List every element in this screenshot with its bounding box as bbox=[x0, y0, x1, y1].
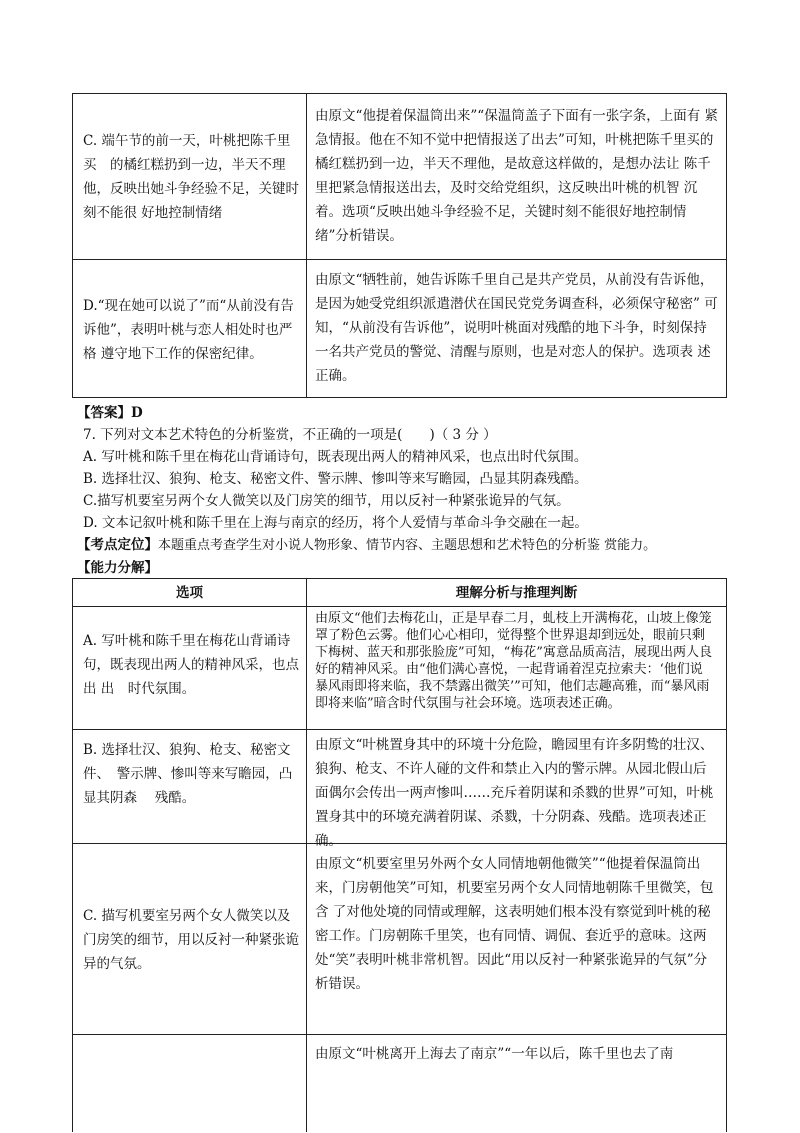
header-option: 选项 bbox=[176, 585, 203, 601]
table-header-row bbox=[73, 579, 726, 607]
table-row bbox=[73, 260, 726, 399]
option-cell bbox=[73, 1035, 306, 1071]
analysis-cell bbox=[307, 1042, 726, 1066]
option-a: A. 写叶桃和陈千里在梅花山背诵诗句，既表现出两人的精神风采，也点出时代氛围。 bbox=[83, 449, 588, 465]
nengli-label: 【能力分解】 bbox=[77, 560, 158, 576]
option-text: C. 描写机要室另两个女人微笑以及门房笑的细节，用以反衬一种紧张诡异的气氛。 bbox=[83, 907, 299, 972]
answer-label: 【答案】 bbox=[77, 405, 131, 421]
analysis-text: 由原文“他提着保温筒出来”“保温筒盖子下面有一张字条，上面有 紧急情报。他在不知不觉中把情报送了出去”可知，叶桃把陈千里买的橘红糕扔到一边，半天不理他，是故意这样做的，是想办法让 陈千里把紧急情报送出去，及时交给党组织，这反映出叶桃的机智 沉着。选项“反映出她斗争经验不足，关键时刻不能很好地控制情 绪”分析错误。 bbox=[315, 108, 718, 244]
table-row bbox=[73, 730, 726, 849]
kaodian-label: 【考点定位】 bbox=[77, 537, 158, 553]
question-stem: 7. 下列对文本艺术特色的分析鉴赏，不正确的一项是( )（ 3 分 ） bbox=[83, 427, 497, 443]
analysis-text: 由原文“牺牲前，她告诉陈千里自己是共产党员，从前没有告诉他， 是因为她受党组织派遣潜伏在国民党党务调查科，必须保守秘密” 可知，“从前没有告诉他”，说明叶桃面对残酷的地下斗争，时刻保持一名共产党员的警觉、清醒与原则，也是对恋人的保护。选项表 述正确。 bbox=[315, 272, 718, 384]
analysis-cell bbox=[307, 852, 726, 996]
option-cell bbox=[73, 730, 306, 844]
analysis-text: 由原文“叶桃离开上海去了南京”“一年以后，陈千里也去了南 bbox=[315, 1046, 674, 1062]
analysis-cell bbox=[307, 104, 726, 248]
option-cell bbox=[73, 260, 306, 399]
analysis-cell bbox=[307, 268, 726, 388]
table-row bbox=[73, 844, 726, 1035]
analysis-table-2-continued bbox=[72, 729, 727, 1132]
option-text: A. 写叶桃和陈千里在梅花山背诵诗句，既表现出两人的精神风采，也点出 出 时代氛围。 bbox=[83, 633, 299, 697]
kaodian-line bbox=[77, 534, 737, 557]
answer-line bbox=[77, 402, 737, 424]
option-cell bbox=[73, 607, 306, 723]
analysis-text: 由原文“叶桃置身其中的环境十分危险，瞻园里有许多阴鸷的壮汉、狼狗、枪支、不许人碰的文件和禁止入内的警示牌。从园北假山后面偶尔会传出一两声惨叫……充斥着阴谋和杀戮的世界”可知，叶桃置身其中的环境充满着阴谋、杀戮，十分阴森、残酷。选项表述正确。 bbox=[315, 737, 714, 849]
option-cell bbox=[73, 94, 306, 260]
analysis-text: 由原文“他们去梅花山，正是早春二月，虬枝上开满梅花，山坡上像笼罩了粉色云雾。他们心心相印，觉得整个世界退却到远处，眼前只剩 下梅树、蓝天和那张脸庞”可知，“梅花”寓意品质高洁，展现出两人良 好的精神风采。由“他们满心喜悦，一起背诵着涅克拉索夫：‘他们说 暴风雨即将来临，我不禁露出微笑’”可知，他们志趣高雅，而“暴风雨 即将来临”暗含时代氛围与社会环境。选项表述正确。 bbox=[315, 611, 732, 711]
option-c: C.描写机要室另两个女人微笑以及门房笑的细节，用以反衬一种紧张诡异的气氛。 bbox=[83, 493, 570, 509]
kaodian-text: 本题重点考查学生对小说人物形象、情节内容、主题思想和艺术特色的分析鉴 赏能力。 bbox=[158, 538, 657, 553]
answer-value: D bbox=[131, 405, 143, 421]
option-d: D. 文本记叙叶桃和陈千里在上海与南京的经历，将个人爱情与革命斗争交融在一起。 bbox=[83, 515, 588, 531]
option-cell bbox=[73, 844, 306, 1035]
option-text: C. 端午节的前一天，叶桃把陈千里买 的橘红糕扔到一边，半天不理他，反映出她斗争经验不足，关键时刻不能很 好地控制情绪 bbox=[83, 133, 299, 221]
table-row bbox=[73, 1035, 726, 1133]
option-text: D.“现在她可以说了”而“从前没有告 诉他”，表明叶桃与恋人相处时也严格 遵守地下工作的保密纪律。 bbox=[83, 297, 294, 362]
row-separator bbox=[73, 1034, 726, 1035]
analysis-cell bbox=[307, 733, 726, 853]
table-row bbox=[73, 607, 732, 723]
header-analysis: 理解分析与推理判断 bbox=[455, 585, 578, 601]
question-block bbox=[77, 402, 737, 579]
option-b: B. 选择壮汉、狼狗、枪支、秘密文件、警示牌、惨叫等来写瞻园，凸显其阴森残酷。 bbox=[83, 471, 588, 487]
table-row bbox=[73, 94, 726, 260]
analysis-table-1 bbox=[72, 93, 727, 398]
analysis-cell bbox=[307, 610, 732, 712]
option-text: B. 选择壮汉、狼狗、枪支、秘密文件、 警示牌、惨叫等来写瞻园，凸显其阴森 残酷。 bbox=[83, 742, 293, 806]
analysis-text: 由原文“机要室里另外两个女人同情地朝他微笑”“他提着保温筒出 来，门房朝他笑”可知，机要室另两个女人同情地朝陈千里微笑，包含 了对他处境的同情或理解，这表明她们根本没有察觉到叶桃的秘密工作。门房朝陈千里笑，也有同情、调侃、套近乎的意味。这两处“笑”表明叶桃非常机智。因此“用以反衬一种紧张诡异的气氛”分析错误。 bbox=[315, 856, 714, 992]
